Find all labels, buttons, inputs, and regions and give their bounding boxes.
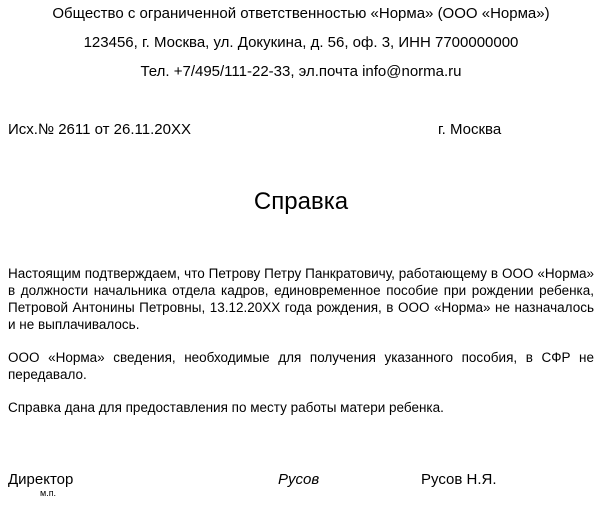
outgoing-reference: Исх.№ 2611 от 26.11.20ХХ bbox=[8, 121, 191, 138]
handwritten-signature: Русов bbox=[278, 471, 320, 488]
org-name: Общество с ограниченной ответственностью «Норма» (ООО «Норма») bbox=[52, 5, 550, 22]
org-contacts: Тел. +7/495/111-22-33, эл.почта info@norma.ru bbox=[140, 63, 462, 80]
signatory-position: Директор bbox=[8, 471, 74, 488]
org-address: 123456, г. Москва, ул. Докукина, д. 56, оф. 3, ИНН 7700000000 bbox=[83, 34, 519, 51]
document-title: Справка bbox=[253, 188, 349, 215]
signatory-name: Русов Н.Я. bbox=[421, 471, 497, 488]
body-paragraph-3: Справка дана для предоставления по месту работы матери ребенка. bbox=[8, 400, 444, 415]
city: г. Москва bbox=[438, 121, 502, 138]
stamp-mark: м.п. bbox=[40, 488, 57, 498]
body-paragraph-2: ООО «Норма» сведения, необходимые для получения указанного пособия, в СФР не передавало. bbox=[8, 350, 594, 382]
body-paragraph-1: Настоящим подтверждаем, что Петрову Петру Панкратовичу, работающему в ООО «Норма» в должности начальника отдела кадров, единовременное пособие при рождении ребенка, Петровой Антонины Петровны, 13.12.20ХХ года рождения, в ООО «Норма» не назначалось и не выплачивалось. bbox=[8, 266, 594, 332]
